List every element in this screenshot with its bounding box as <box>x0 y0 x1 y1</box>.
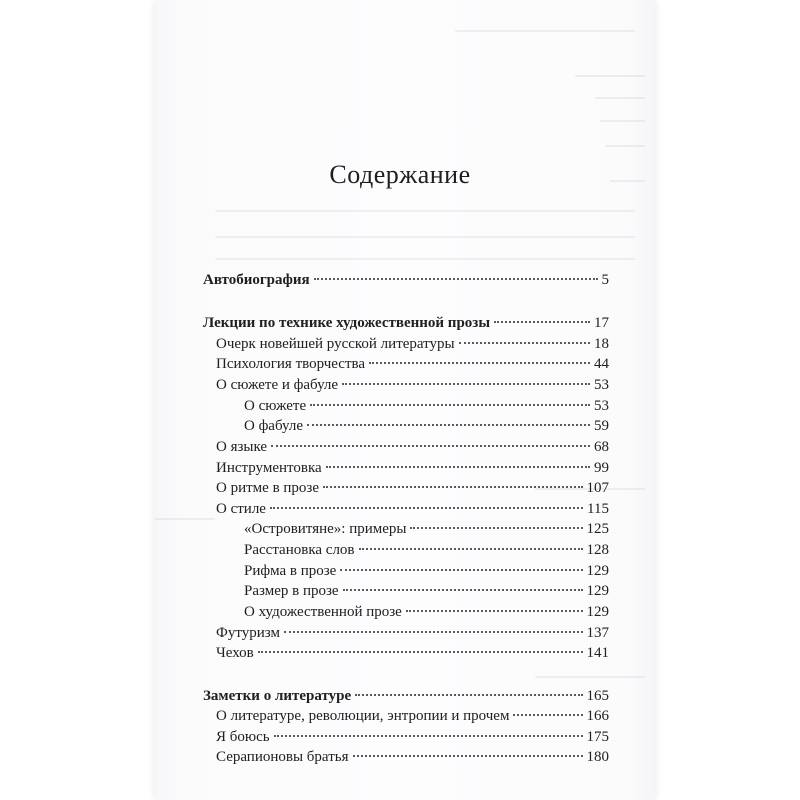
toc-entry-title: Серапионовы братья <box>216 749 349 765</box>
toc-entry-page-number: 115 <box>587 501 609 517</box>
dot-leader <box>459 342 590 344</box>
toc-entry-title: Расстановка слов <box>244 542 355 558</box>
toc-entry-page-number: 129 <box>586 604 609 620</box>
toc-entry <box>216 706 609 726</box>
bleed-through-line <box>215 210 635 212</box>
toc-entry-title: Заметки о литературе <box>203 688 352 704</box>
bleed-through-line <box>600 120 645 122</box>
toc-entry-title: О языке <box>216 439 268 455</box>
toc-entry-page-number: 175 <box>586 729 609 745</box>
toc-entry-title: Очерк новейшей русской литературы <box>216 336 455 352</box>
dot-leader <box>342 383 590 385</box>
toc-entry <box>216 643 609 663</box>
toc-entry <box>244 519 609 539</box>
toc-entry-title: Футуризм <box>216 625 280 641</box>
toc-entry <box>244 561 609 581</box>
toc-entry <box>244 396 609 416</box>
toc-entry-title: О ритме в прозе <box>216 480 320 496</box>
dot-leader <box>410 527 582 529</box>
toc-entry-page-number: 59 <box>594 418 609 434</box>
dot-leader <box>343 589 583 591</box>
dot-leader <box>274 735 583 737</box>
dot-leader <box>310 404 590 406</box>
toc-entry-title: Чехов <box>216 645 254 661</box>
bleed-through-line <box>155 518 215 520</box>
toc-entry-page-number: 18 <box>594 336 609 352</box>
toc-entry <box>244 581 609 601</box>
toc-entry <box>216 437 609 457</box>
toc-entry <box>216 747 609 767</box>
toc-entry-page-number: 125 <box>586 521 609 537</box>
dot-leader <box>284 631 583 633</box>
bleed-through-line <box>575 75 645 77</box>
toc-entry-page-number: 53 <box>594 398 609 414</box>
bleed-through-line <box>595 97 645 99</box>
toc-entry-title: О стиле <box>216 501 266 517</box>
toc-entry <box>216 623 609 643</box>
toc-entry-title: «Островитяне»: примеры <box>244 521 407 537</box>
toc-entry-page-number: 99 <box>594 460 609 476</box>
toc-entry-page-number: 180 <box>586 749 609 765</box>
toc-entry <box>203 686 609 706</box>
toc-entry-title: О сюжете и фабуле <box>216 377 339 393</box>
toc-entry <box>216 478 609 498</box>
toc-entry-page-number: 165 <box>586 688 609 704</box>
toc-entry <box>203 270 609 290</box>
toc-entry <box>216 727 609 747</box>
toc-entry-page-number: 129 <box>586 583 609 599</box>
dot-leader <box>406 610 583 612</box>
bleed-through-line <box>215 258 635 260</box>
toc-entry <box>216 334 609 354</box>
toc-entry-page-number: 129 <box>586 563 609 579</box>
toc-entry-page-number: 53 <box>594 377 609 393</box>
toc-entry-title: Я боюсь <box>216 729 270 745</box>
page-title: Содержание <box>329 160 471 189</box>
toc-entry-page-number: 68 <box>594 439 609 455</box>
toc-entry-page-number: 44 <box>594 356 609 372</box>
bleed-through-line <box>215 236 635 238</box>
toc-entry-page-number: 128 <box>586 542 609 558</box>
toc-entry-page-number: 137 <box>586 625 609 641</box>
bleed-through-line <box>605 145 645 147</box>
bleed-through-line <box>455 30 635 32</box>
toc-entry-page-number: 17 <box>594 315 609 331</box>
dot-leader <box>513 714 582 716</box>
dot-leader <box>271 445 590 447</box>
toc-entry-page-number: 141 <box>586 645 609 661</box>
toc-entry-title: О сюжете <box>244 398 307 414</box>
dot-leader <box>307 424 590 426</box>
toc-entry <box>244 602 609 622</box>
toc-entry-title: Рифма в прозе <box>244 563 337 579</box>
toc-entry <box>216 375 609 395</box>
toc-entry-title: О фабуле <box>244 418 304 434</box>
dot-leader <box>270 507 583 509</box>
toc-entry <box>216 499 609 519</box>
dot-leader <box>326 466 590 468</box>
dot-leader <box>494 321 590 323</box>
toc-entry-title: Автобиография <box>203 272 310 288</box>
toc-entry-title: Инструментовка <box>216 460 322 476</box>
toc-entry <box>244 416 609 436</box>
toc-entry-page-number: 166 <box>586 708 609 724</box>
toc-entry-page-number: 107 <box>586 480 609 496</box>
toc-entry <box>203 313 609 333</box>
toc-entry-title: О художественной прозе <box>244 604 402 620</box>
toc-entry-title: Лекции по технике художественной прозы <box>203 315 491 331</box>
toc-entry <box>216 354 609 374</box>
toc-entry-title: О литературе, революции, энтропии и прочем <box>216 708 510 724</box>
toc-entry-title: Психология творчества <box>216 356 366 372</box>
toc-entry-title: Размер в прозе <box>244 583 339 599</box>
dot-leader <box>355 694 582 696</box>
bleed-through-line <box>535 676 645 678</box>
dot-leader <box>323 486 582 488</box>
dot-leader <box>353 755 583 757</box>
dot-leader <box>258 651 583 653</box>
dot-leader <box>340 569 582 571</box>
toc-entry <box>216 458 609 478</box>
toc-entry <box>244 540 609 560</box>
dot-leader <box>359 548 583 550</box>
toc-entry-page-number: 5 <box>601 272 609 288</box>
dot-leader <box>369 362 590 364</box>
dot-leader <box>314 278 598 280</box>
